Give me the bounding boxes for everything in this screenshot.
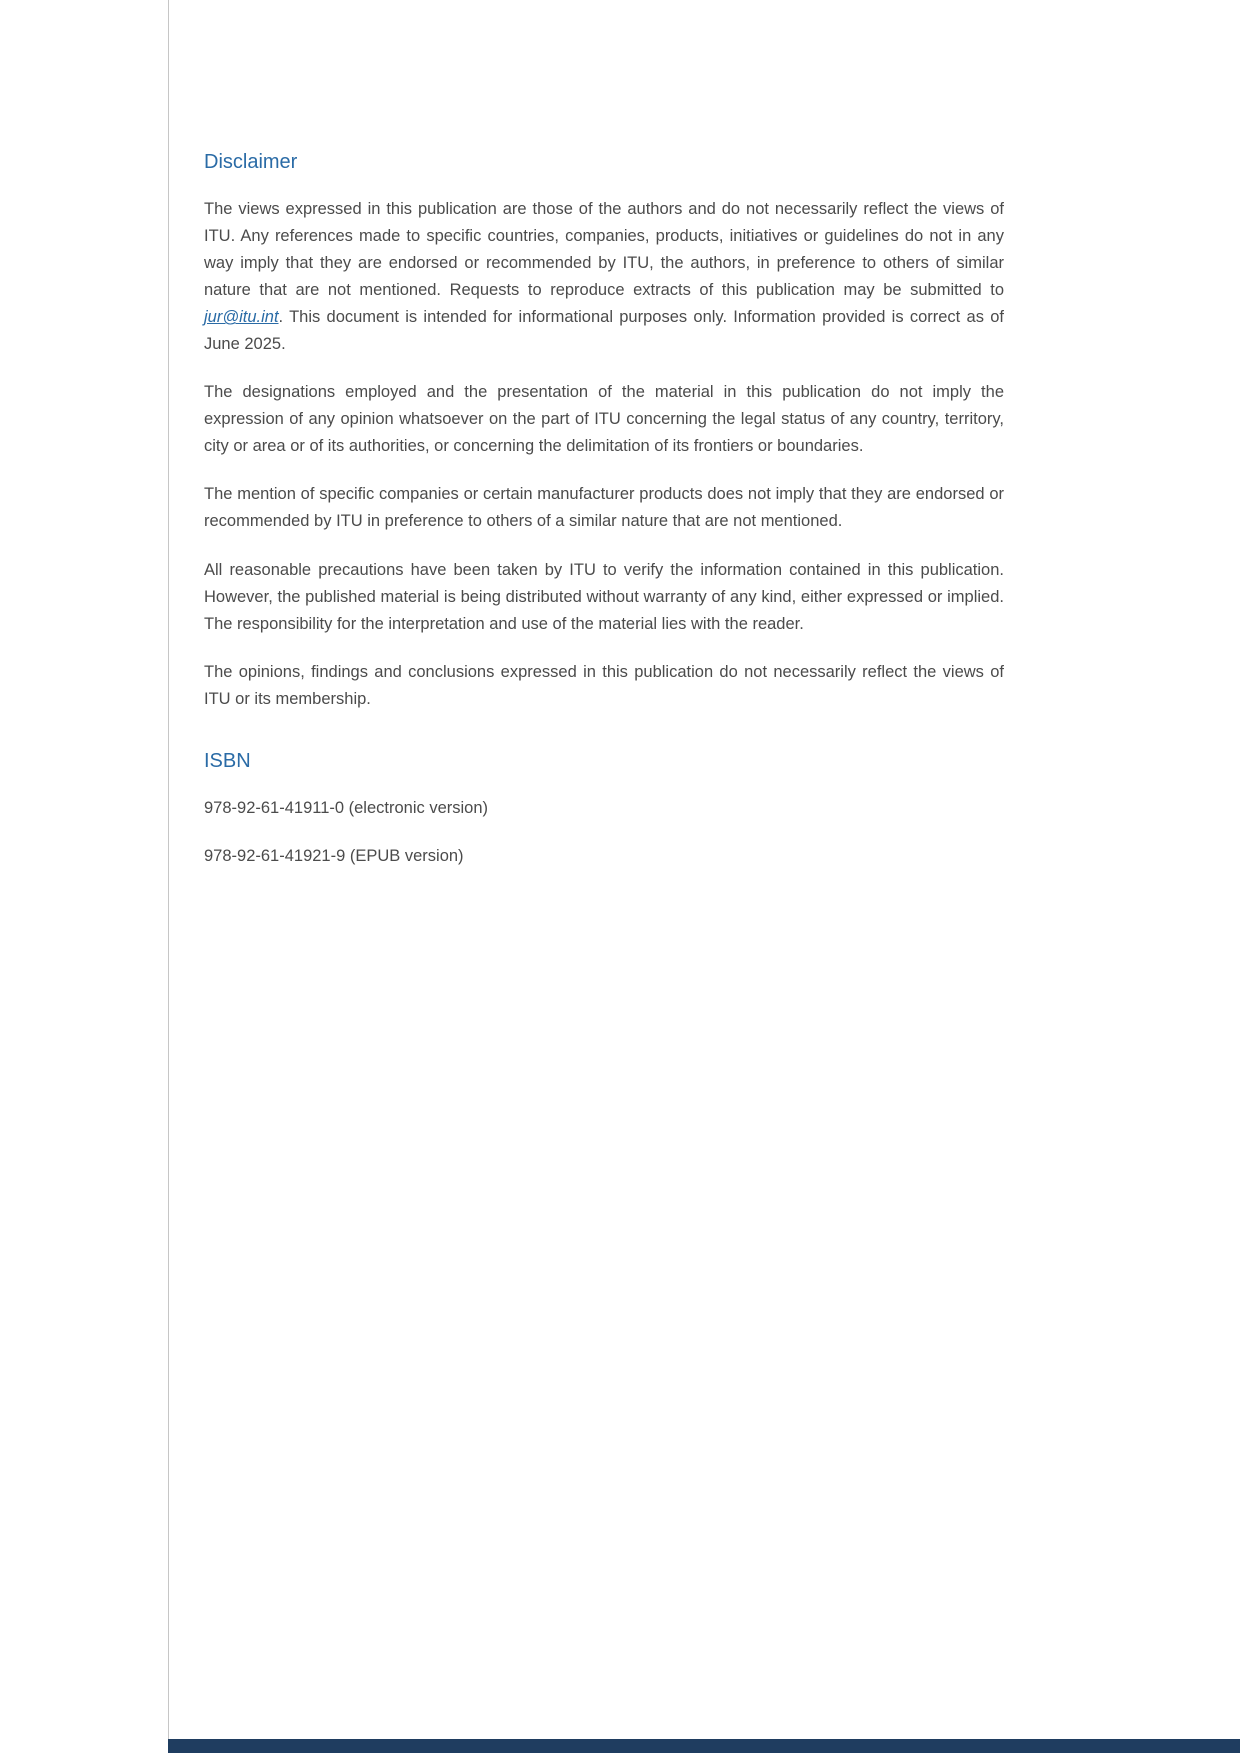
isbn-electronic-version: 978-92-61-41911-0 (electronic version) — [204, 798, 489, 817]
disclaimer-paragraph-3: The mention of specific companies or certain manufacturer products does not imply that they are endorsed or recommended by ITU in preference to others of a similar nature that are not mentioned. — [204, 485, 1004, 531]
disclaimer-paragraph-1-text-after-link: . This document is intended for informational purposes only. Information provided is correct as of June 2025. — [204, 308, 1004, 354]
disclaimer-paragraph-4: All reasonable precautions have been taken by ITU to verify the information contained in this publication. However, the published material is being distributed without warranty of any kind, either expressed or implied. The responsibility for the interpretation and use of the material lies with the reader. — [204, 560, 1004, 633]
jur-email-link[interactable]: jur@itu.int — [204, 308, 279, 327]
disclaimer-heading: Disclaimer — [204, 151, 298, 173]
disclaimer-paragraph-5: The opinions, findings and conclusions expressed in this publication do not necessarily reflect the views of ITU or its membership. — [204, 662, 1004, 708]
footer-bar — [168, 1739, 1240, 1753]
disclaimer-paragraph-2: The designations employed and the presentation of the material in this publication do not imply the expression of any opinion whatsoever on the part of ITU concerning the legal status of any country, territory, city or area or of its authorities, or concerning the delimitation of its frontiers or boundaries. — [204, 383, 1004, 456]
isbn-heading: ISBN — [204, 749, 251, 772]
disclaimer-paragraph-1 — [204, 196, 1004, 358]
left-margin-rule — [168, 0, 169, 1753]
disclaimer-paragraph-1-text-before-link: The views expressed in this publication are those of the authors and do not necessarily reflect the views of ITU. Any references made to specific countries, companies, products, initiatives or guidelines do not in any way imply that they are endorsed or recommended by ITU, the authors, in preference to others of similar nature that are not mentioned. Requests to reproduce extracts of this publication may be submitted to — [204, 200, 1004, 300]
isbn-epub-version: 978-92-61-41921-9 (EPUB version) — [204, 846, 464, 865]
page-content — [204, 150, 1004, 891]
